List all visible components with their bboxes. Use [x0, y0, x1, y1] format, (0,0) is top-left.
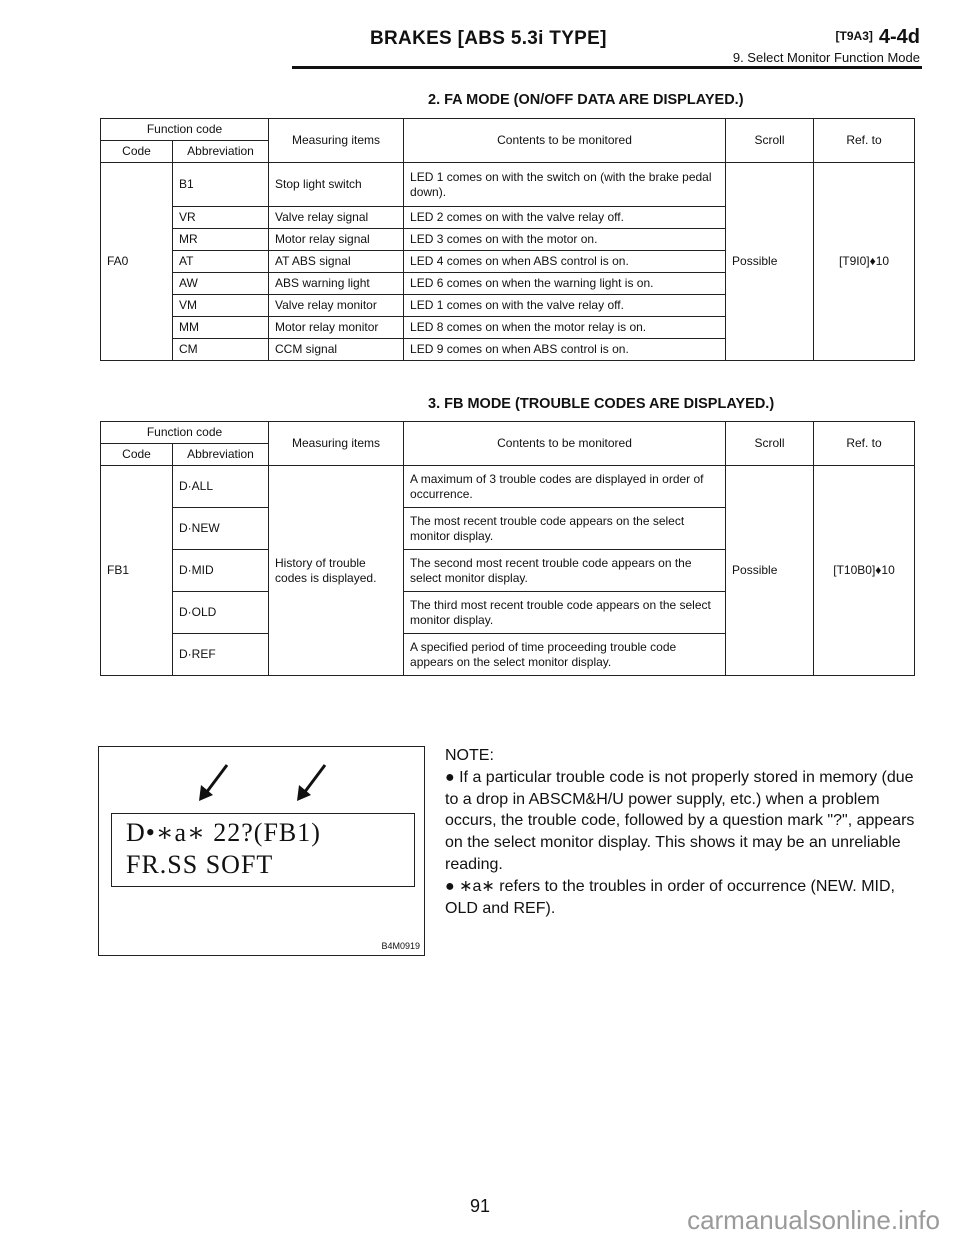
page-subtitle: 9. Select Monitor Function Mode: [732, 50, 920, 65]
contents-cell: LED 2 comes on with the valve relay off.: [404, 207, 726, 229]
item-cell: Motor relay signal: [269, 229, 404, 251]
col-code: Code: [101, 141, 173, 163]
header-rule: [292, 66, 922, 69]
item-cell: ABS warning light: [269, 273, 404, 295]
contents-cell: The third most recent trouble code appears on the select monitor display.: [404, 592, 726, 634]
col-scroll: Scroll: [726, 119, 814, 163]
abbr-cell: D·NEW: [173, 508, 269, 550]
fb-code-cell: FB1: [101, 466, 173, 676]
lcd-screen: [111, 813, 415, 887]
fb-item-cell: History of trouble codes is displayed.: [269, 466, 404, 676]
abbr-cell: MR: [173, 229, 269, 251]
fa-code-cell: FA0: [101, 163, 173, 361]
abbr-cell: VM: [173, 295, 269, 317]
item-cell: CCM signal: [269, 339, 404, 361]
col-abbreviation: Abbreviation: [173, 444, 269, 466]
abbr-cell: D·ALL: [173, 466, 269, 508]
abbr-cell: D·MID: [173, 550, 269, 592]
monitor-display-figure: [98, 746, 425, 956]
watermark: carmanualsonline.info: [687, 1205, 940, 1235]
contents-cell: LED 8 comes on when the motor relay is on.: [404, 317, 726, 339]
abbr-cell: AT: [173, 251, 269, 273]
abbr-cell: CM: [173, 339, 269, 361]
fa-mode-title: 2. FA MODE (ON/OFF DATA ARE DISPLAYED.): [428, 92, 744, 108]
fb-ref-cell: [T10B0]♦10: [814, 466, 915, 676]
contents-cell: LED 1 comes on with the switch on (with the brake pedal down).: [404, 163, 726, 207]
note-heading: NOTE:: [445, 747, 494, 764]
fa-ref-cell: [T9I0]♦10: [814, 163, 915, 361]
contents-cell: The most recent trouble code appears on the select monitor display.: [404, 508, 726, 550]
note-block: [445, 745, 915, 919]
abbr-cell: D·REF: [173, 634, 269, 676]
item-cell: Valve relay signal: [269, 207, 404, 229]
abbr-cell: D·OLD: [173, 592, 269, 634]
note-bullet-1: ● If a particular trouble code is not properly stored in memory (due to a drop in ABSCM&H/U power supply, etc.) when a problem occurs, the trouble code, followed by a question mark "?", appears on the select monitor display. This shows it may be an unreliable reading.: [445, 768, 915, 873]
page-number: 91: [470, 1196, 491, 1216]
col-contents: Contents to be monitored: [404, 119, 726, 163]
item-cell: Motor relay monitor: [269, 317, 404, 339]
col-code: Code: [101, 444, 173, 466]
abbr-cell: VR: [173, 207, 269, 229]
col-scroll: Scroll: [726, 422, 814, 466]
arrow-pointer-icon: [295, 763, 329, 803]
lcd-line-1: D•∗a∗ 22?(FB1): [126, 818, 321, 847]
abbr-cell: B1: [173, 163, 269, 207]
contents-cell: LED 4 comes on when ABS control is on.: [404, 251, 726, 273]
contents-cell: The second most recent trouble code appears on the select monitor display.: [404, 550, 726, 592]
col-function-code: Function code: [101, 119, 269, 141]
table-row: [101, 163, 915, 207]
fa-mode-table: [100, 118, 915, 361]
figure-code: B4M0919: [381, 941, 420, 951]
contents-cell: LED 1 comes on with the valve relay off.: [404, 295, 726, 317]
section-code-small: [T9A3]: [835, 29, 873, 43]
section-code-big: 4-4d: [878, 26, 920, 48]
table-row: [101, 466, 915, 508]
abbr-cell: AW: [173, 273, 269, 295]
fb-mode-table: [100, 421, 915, 676]
lcd-line-2: FR.SS SOFT: [126, 850, 274, 879]
item-cell: Stop light switch: [269, 163, 404, 207]
item-cell: AT ABS signal: [269, 251, 404, 273]
fb-mode-title: 3. FB MODE (TROUBLE CODES ARE DISPLAYED.): [428, 396, 775, 412]
contents-cell: A specified period of time proceeding trouble code appears on the select monitor display.: [404, 634, 726, 676]
col-measuring: Measuring items: [269, 119, 404, 163]
contents-cell: LED 9 comes on when ABS control is on.: [404, 339, 726, 361]
col-contents: Contents to be monitored: [404, 422, 726, 466]
col-abbreviation: Abbreviation: [173, 141, 269, 163]
page-title: BRAKES [ABS 5.3i TYPE]: [370, 28, 607, 49]
col-ref: Ref. to: [814, 422, 915, 466]
contents-cell: A maximum of 3 trouble codes are displayed in order of occurrence.: [404, 466, 726, 508]
section-code: [836, 26, 920, 49]
fb-scroll-cell: Possible: [726, 466, 814, 676]
note-bullet-2: ● ∗a∗ refers to the troubles in order of occurrence (NEW. MID, OLD and REF).: [445, 877, 895, 917]
contents-cell: LED 3 comes on with the motor on.: [404, 229, 726, 251]
col-function-code: Function code: [101, 422, 269, 444]
arrow-pointer-icon: [197, 763, 231, 803]
fa-scroll-cell: Possible: [726, 163, 814, 361]
abbr-cell: MM: [173, 317, 269, 339]
contents-cell: LED 6 comes on when the warning light is on.: [404, 273, 726, 295]
item-cell: Valve relay monitor: [269, 295, 404, 317]
col-ref: Ref. to: [814, 119, 915, 163]
col-measuring: Measuring items: [269, 422, 404, 466]
